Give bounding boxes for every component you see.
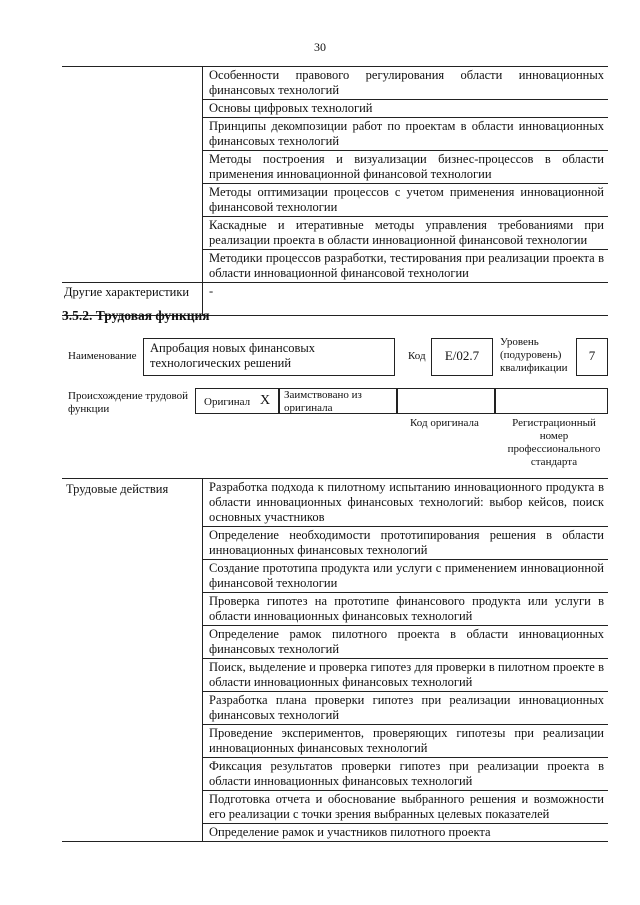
labor-action-item: Фиксация результатов проверки гипотез при реализации проекта в области инновационных финансовых технологий bbox=[203, 758, 608, 791]
labor-actions-label: Трудовые действия bbox=[66, 482, 169, 496]
borrowed-label: Заимствовано из оригинала bbox=[284, 389, 362, 414]
origin-row bbox=[195, 388, 608, 414]
code-label: Код bbox=[408, 350, 426, 362]
knowledge-item: Каскадные и итеративные методы управления требованиями при реализации проекта в области инновационной финансовой технологии bbox=[203, 217, 608, 250]
labor-action-item: Поиск, выделение и проверка гипотез для проверки в пилотном проекте в области инновационных финансовых технологий bbox=[203, 659, 608, 692]
function-name-box: Апробация новых финансовых технологических решений bbox=[143, 338, 395, 376]
labor-action-item: Проверка гипотез на прототипе финансового продукта или услуги в области инновационных финансовых технологий bbox=[203, 593, 608, 626]
knowledge-item: Особенности правового регулирования области инновационных финансовых технологий bbox=[203, 67, 608, 100]
level-box: 7 bbox=[576, 338, 608, 376]
borrowed-cell bbox=[279, 388, 397, 414]
labor-action-item: Подготовка отчета и обоснование выбранного решения и возможности его реализации с точки зрения выбранных целевых показателей bbox=[203, 791, 608, 824]
name-label: Наименование bbox=[68, 350, 137, 362]
labor-action-item: Определение рамок пилотного проекта в области инновационных финансовых технологий bbox=[203, 626, 608, 659]
section-title: 3.5.2. Трудовая функция bbox=[62, 308, 210, 323]
code-original-cell bbox=[397, 388, 495, 414]
labor-actions-table bbox=[62, 478, 608, 842]
labor-action-item: Проведение экспериментов, проверяющих гипотезы при реализации инновационных финансовых технологий bbox=[203, 725, 608, 758]
reg-number-cell bbox=[495, 388, 608, 414]
knowledge-item: Методы оптимизации процессов с учетом применения инновационной финансовой технологии bbox=[203, 184, 608, 217]
labor-action-item: Разработка плана проверки гипотез при реализации инновационных финансовых технологий bbox=[203, 692, 608, 725]
original-cell bbox=[195, 388, 279, 414]
origin-label: Происхождение трудовой функции bbox=[68, 390, 189, 415]
original-label: Оригинал bbox=[204, 396, 251, 408]
level-label: Уровень (подуровень) квалификации bbox=[500, 336, 568, 374]
function-code-box: E/02.7 bbox=[431, 338, 493, 376]
other-characteristics-value: - bbox=[202, 283, 219, 315]
original-mark: X bbox=[260, 393, 271, 408]
knowledge-table bbox=[62, 66, 608, 316]
knowledge-item: Методы построения и визуализации бизнес-процессов в области применения инновационной финансовой технологии bbox=[203, 151, 608, 184]
other-characteristics-label: Другие характеристики bbox=[64, 285, 190, 299]
page-number: 30 bbox=[314, 40, 326, 54]
knowledge-item: Методики процессов разработки, тестирования при реализации проекта в области инновационной финансовой технологии bbox=[209, 251, 604, 280]
knowledge-item: Основы цифровых технологий bbox=[203, 100, 608, 118]
labor-action-item: Разработка подхода к пилотному испытанию инновационного продукта в области инновационных финансовых технологий: выбор кейсов, поиск основных участников bbox=[203, 479, 608, 527]
reg-number-label: Регистрационный номер профессионального стандарта bbox=[507, 417, 601, 468]
labor-action-item: Создание прототипа продукта или услуги с применением инновационной финансовой технологии bbox=[203, 560, 608, 593]
knowledge-row bbox=[62, 66, 608, 283]
knowledge-list bbox=[202, 67, 608, 282]
labor-action-item: Определение рамок и участников пилотного проекта bbox=[209, 825, 491, 839]
knowledge-item: Принципы декомпозиции работ по проектам в области инновационных финансовых технологий bbox=[203, 118, 608, 151]
labor-action-item: Определение необходимости прототипирования решения в области инновационных финансовых технологий bbox=[203, 527, 608, 560]
labor-actions-list bbox=[202, 479, 608, 841]
code-original-label: Код оригинала bbox=[410, 417, 479, 429]
